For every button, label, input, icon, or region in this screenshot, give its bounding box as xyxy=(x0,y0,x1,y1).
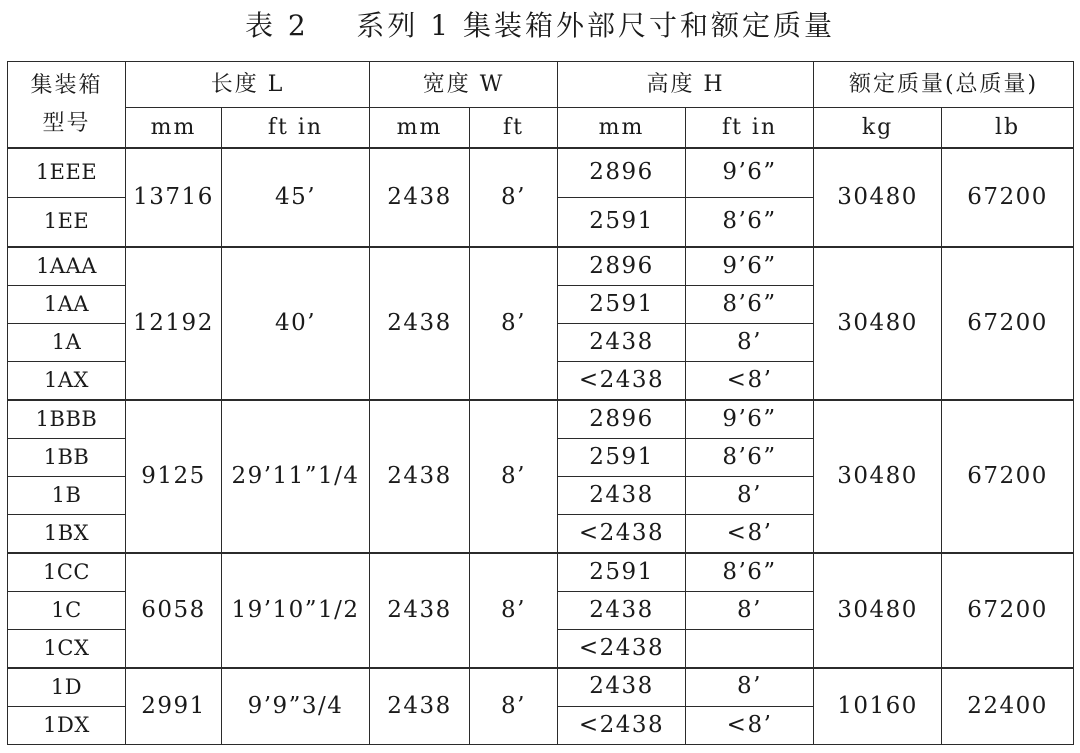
height-mm-cell: 2896 xyxy=(558,247,686,285)
height-ft-in-cell: 8’ xyxy=(686,323,814,361)
width-ft-cell: 8’ xyxy=(470,148,558,247)
width-ft-cell: 8’ xyxy=(470,247,558,400)
height-mm-cell: 2896 xyxy=(558,400,686,438)
unit-mass-lb: lb xyxy=(942,108,1074,148)
table-body xyxy=(8,62,1074,745)
width-ft-cell: 8’ xyxy=(470,553,558,668)
height-mm-cell: 2591 xyxy=(558,285,686,323)
mass-kg-cell: 30480 xyxy=(814,247,942,400)
height-mm-cell: 2438 xyxy=(558,476,686,514)
container-type-cell: 1CX xyxy=(8,629,126,667)
table-row xyxy=(8,247,1074,285)
header-height: 高度 H xyxy=(558,62,814,108)
length-ft-in-cell: 40’ xyxy=(222,247,370,400)
length-mm-cell: 9125 xyxy=(126,400,222,553)
height-ft-in-cell: 8’6” xyxy=(686,285,814,323)
mass-lb-cell: 67200 xyxy=(942,553,1074,668)
container-type-cell: 1AX xyxy=(8,362,126,400)
container-type-cell: 1AAA xyxy=(8,247,126,285)
table-row xyxy=(8,148,1074,197)
mass-lb-cell: 67200 xyxy=(942,148,1074,247)
unit-mass-kg: kg xyxy=(814,108,942,148)
header-width: 宽度 W xyxy=(370,62,558,108)
container-type-cell: 1EE xyxy=(8,197,126,246)
container-type-cell: 1EEE xyxy=(8,148,126,197)
height-ft-in-cell: 9’6” xyxy=(686,247,814,285)
container-type-cell: 1CC xyxy=(8,553,126,591)
mass-kg-cell: 30480 xyxy=(814,553,942,668)
table-row xyxy=(8,668,1074,706)
mass-kg-cell: 10160 xyxy=(814,668,942,745)
height-mm-cell: 2896 xyxy=(558,148,686,197)
table-row xyxy=(8,553,1074,591)
height-mm-cell: 2591 xyxy=(558,553,686,591)
height-mm-cell: 2438 xyxy=(558,668,686,706)
length-mm-cell: 12192 xyxy=(126,247,222,400)
container-type-cell: 1BX xyxy=(8,515,126,553)
height-mm-cell: <2438 xyxy=(558,362,686,400)
header-rated-mass: 额定质量(总质量) xyxy=(814,62,1074,108)
header-row-1 xyxy=(8,62,1074,108)
mass-kg-cell: 30480 xyxy=(814,400,942,553)
height-ft-in-cell: 8’6” xyxy=(686,197,814,246)
mass-lb-cell: 67200 xyxy=(942,400,1074,553)
height-ft-in-cell: <8’ xyxy=(686,515,814,553)
length-mm-cell: 13716 xyxy=(126,148,222,247)
container-type-cell: 1BBB xyxy=(8,400,126,438)
height-ft-in-cell: 9’6” xyxy=(686,400,814,438)
height-ft-in-cell: 9’6” xyxy=(686,148,814,197)
height-ft-in-cell: 8’ xyxy=(686,591,814,629)
length-ft-in-cell: 45’ xyxy=(222,148,370,247)
header-type-line1: 集装箱 xyxy=(30,72,103,98)
mass-lb-cell: 67200 xyxy=(942,247,1074,400)
length-ft-in-cell: 9’9”3/4 xyxy=(222,668,370,745)
unit-height-mm: mm xyxy=(558,108,686,148)
unit-height-ft-in: ft in xyxy=(686,108,814,148)
length-mm-cell: 6058 xyxy=(126,553,222,668)
header-length: 长度 L xyxy=(126,62,370,108)
header-type-line2: 型号 xyxy=(42,110,91,136)
table-caption: 表 2 系列 1 集装箱外部尺寸和额定质量 xyxy=(245,9,835,42)
height-ft-in-cell: 8’6” xyxy=(686,553,814,591)
height-mm-cell: <2438 xyxy=(558,515,686,553)
container-type-cell: 1B xyxy=(8,476,126,514)
length-ft-in-cell: 19’10”1/2 xyxy=(222,553,370,668)
container-type-cell: 1AA xyxy=(8,285,126,323)
width-mm-cell: 2438 xyxy=(370,668,470,745)
height-mm-cell: <2438 xyxy=(558,706,686,744)
height-ft-in-cell: 8’ xyxy=(686,476,814,514)
height-ft-in-cell: 8’ xyxy=(686,668,814,706)
width-ft-cell: 8’ xyxy=(470,668,558,745)
table-row xyxy=(8,400,1074,438)
height-mm-cell: 2591 xyxy=(558,438,686,476)
container-type-cell: 1A xyxy=(8,323,126,361)
mass-kg-cell: 30480 xyxy=(814,148,942,247)
width-ft-cell: 8’ xyxy=(470,400,558,553)
unit-width-ft: ft xyxy=(470,108,558,148)
container-type-cell: 1C xyxy=(8,591,126,629)
width-mm-cell: 2438 xyxy=(370,247,470,400)
height-mm-cell: <2438 xyxy=(558,629,686,667)
header-row-2 xyxy=(8,108,1074,148)
container-type-cell: 1BB xyxy=(8,438,126,476)
height-ft-in-cell: <8’ xyxy=(686,362,814,400)
unit-length-mm: mm xyxy=(126,108,222,148)
height-mm-cell: 2591 xyxy=(558,197,686,246)
mass-lb-cell: 22400 xyxy=(942,668,1074,745)
unit-width-mm: mm xyxy=(370,108,470,148)
container-dimensions-table xyxy=(7,61,1074,745)
header-container-type xyxy=(8,62,126,149)
container-type-cell: 1D xyxy=(8,668,126,706)
height-mm-cell: 2438 xyxy=(558,323,686,361)
height-ft-in-cell: <8’ xyxy=(686,706,814,744)
width-mm-cell: 2438 xyxy=(370,400,470,553)
length-mm-cell: 2991 xyxy=(126,668,222,745)
height-ft-in-cell: 8’6” xyxy=(686,438,814,476)
unit-length-ft-in: ft in xyxy=(222,108,370,148)
container-type-cell: 1DX xyxy=(8,706,126,744)
width-mm-cell: 2438 xyxy=(370,148,470,247)
width-mm-cell: 2438 xyxy=(370,553,470,668)
height-mm-cell: 2438 xyxy=(558,591,686,629)
height-ft-in-cell xyxy=(686,629,814,667)
length-ft-in-cell: 29’11”1/4 xyxy=(222,400,370,553)
